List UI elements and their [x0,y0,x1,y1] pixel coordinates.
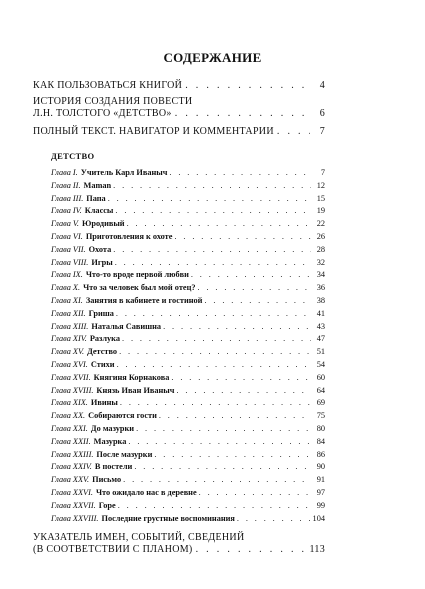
chapter-title: Классы [84,206,114,216]
chapter-label: Глава XVIII. [51,385,94,395]
chapter-entry[interactable] [51,436,325,448]
page-title: СОДЕРЖАНИЕ [163,50,262,65]
chapter-label: Глава XXIV. [51,462,92,472]
dot-leader [116,308,311,320]
chapter-title: Охота [88,244,112,254]
dot-leader [176,385,311,397]
chapter-label: Глава XIX. [51,398,88,408]
chapter-title: В постели [94,462,133,472]
chapter-entry[interactable] [51,423,325,435]
chapter-page: 15 [316,193,325,203]
chapter-title: Разлука [89,334,120,344]
chapter-page: 12 [316,180,325,190]
chapter-entry[interactable] [51,372,325,384]
chapter-entry[interactable] [51,282,325,294]
chapter-title: Князь Иван Иваныч [96,385,175,395]
chapter-page: 54 [316,360,325,369]
chapter-entry[interactable] [51,244,325,256]
dot-leader [159,410,311,422]
chapter-entry[interactable] [51,410,325,422]
chapter-title: Княгиня Корнакова [93,372,170,382]
chapter-entry[interactable] [51,359,325,371]
chapter-entry[interactable] [51,474,325,486]
chapter-page: 80 [316,424,325,433]
dot-leader [128,436,311,448]
toc-entry-page: 6 [319,108,325,119]
chapter-page: 60 [316,372,325,382]
dot-leader [191,269,311,281]
dot-leader [115,257,311,269]
chapter-title: Занятия в кабинете и гостиной [85,296,203,305]
chapter-page: 47 [316,334,325,344]
dot-leader [134,461,311,473]
chapter-page: 97 [316,488,325,497]
chapter-entry[interactable] [51,308,325,320]
chapter-page: 28 [316,244,325,254]
chapter-title: Детство [87,347,118,357]
chapter-page: 36 [316,283,325,293]
chapter-label: Глава IX. [51,270,83,280]
chapter-entry[interactable] [51,180,325,192]
chapter-entry[interactable] [51,397,325,409]
chapter-entry[interactable] [51,231,325,243]
toc-entry-title-line: ИСТОРИЯ СОЗДАНИЯ ПОВЕСТИ [33,96,193,107]
dot-leader [120,397,311,409]
chapter-label: Глава XVI. [51,360,88,369]
chapter-label: Глава XI. [51,296,83,305]
chapter-title: Игры [91,257,113,267]
chapter-label: Глава II. [51,180,81,190]
chapter-page: 38 [316,296,325,305]
dot-leader [123,474,311,486]
section-heading: ДЕТСТВО [51,151,95,161]
chapter-entry[interactable] [51,193,325,205]
chapter-label: Глава XXV. [51,475,90,485]
chapter-title: После мазурки [96,449,153,459]
dot-leader [237,513,311,525]
chapter-title: Ивины [90,398,118,408]
chapter-page: 51 [316,347,325,357]
chapter-title: Наталья Савишна [91,321,162,331]
chapter-title: Что за человек был мой отец? [83,283,196,293]
chapter-label: Глава XVII. [51,372,91,382]
chapter-label: Глава XXVI. [51,488,93,497]
chapter-page: 32 [316,257,325,267]
chapter-title: Письмо [92,475,122,485]
toc-entry-page: 7 [319,126,325,137]
dot-leader [196,544,307,556]
toc-entry[interactable] [33,96,325,120]
chapter-entry[interactable] [51,295,325,307]
chapter-entry[interactable] [51,167,325,179]
chapter-page: 91 [316,475,325,485]
chapter-title: Приготовления к охоте [85,232,173,241]
chapter-page: 22 [316,219,325,229]
chapter-page: 84 [316,436,325,446]
chapter-page: 99 [316,500,325,510]
dot-leader [127,218,311,230]
toc-entry-title-line: УКАЗАТЕЛЬ ИМЕН, СОБЫТИЙ, СВЕДЕНИЙ [33,532,245,543]
dot-leader [163,321,311,333]
chapter-label: Глава VI. [51,232,83,241]
chapter-entry[interactable] [51,449,325,461]
dot-leader [198,282,312,294]
chapter-title: Юродивый [82,219,125,229]
chapter-label: Глава I. [51,168,78,177]
toc-entry-title: ПОЛНЫЙ ТЕКСТ. НАВИГАТОР И КОММЕНТАРИИ [33,126,274,137]
chapter-title: Что-то вроде первой любви [85,270,189,280]
dot-leader [117,359,311,371]
dot-leader [113,244,311,256]
toc-entry-page: 113 [309,544,325,555]
toc-entry-title-line: Л.Н. ТОЛСТОГО «ДЕТСТВО» [33,108,172,119]
chapter-label: Глава XIII. [51,321,89,331]
chapter-entry[interactable] [51,513,325,525]
chapter-page: 104 [312,513,325,523]
toc-entry[interactable] [33,126,325,138]
dot-leader [119,346,311,358]
chapter-title: Гриша [88,308,114,318]
chapter-entry[interactable] [51,461,325,473]
dot-leader [171,372,311,384]
dot-leader [108,193,311,205]
dot-leader [185,80,310,92]
chapter-page: 64 [316,385,325,395]
chapter-page: 26 [316,232,325,241]
chapter-label: Глава XX. [51,411,86,421]
chapter-page: 90 [316,462,325,472]
chapter-page: 41 [316,308,325,318]
dot-leader [175,108,310,120]
chapter-page: 19 [316,206,325,216]
chapter-page: 7 [320,168,325,177]
dot-leader [136,423,311,435]
chapter-entry[interactable] [51,269,325,281]
chapter-title: Последние грустные воспоминания [101,513,235,523]
dot-leader [169,167,311,179]
chapter-entry[interactable] [51,500,325,512]
chapter-label: Глава XXI. [51,424,88,433]
dot-leader [277,126,310,138]
chapter-title: Учитель Карл Иваныч [80,168,168,177]
chapter-label: Глава XII. [51,308,86,318]
chapter-entry[interactable] [51,385,325,397]
dot-leader [118,500,311,512]
chapter-entry[interactable] [51,321,325,333]
dot-leader [113,180,311,192]
chapter-entry[interactable] [51,346,325,358]
chapter-title: Что ожидало нас в деревне [95,488,197,497]
chapter-label: Глава XXVII. [51,500,96,510]
chapter-label: Глава XXIII. [51,449,94,459]
toc-entry[interactable] [33,80,325,92]
dot-leader [115,205,311,217]
chapter-title: Папа [86,193,106,203]
dot-leader [199,487,311,499]
chapter-entry[interactable] [51,205,325,217]
chapter-page: 75 [316,411,325,421]
toc-entry-title-line: (В СООТВЕТСТВИИ С ПЛАНОМ) [33,544,193,555]
dot-leader [154,449,311,461]
chapter-title: До мазурки [90,424,135,433]
chapter-entry[interactable] [51,487,325,499]
toc-entry-page: 4 [319,80,325,91]
toc-entry[interactable] [33,532,325,556]
chapter-label: Глава XXII. [51,436,91,446]
chapter-page: 69 [316,398,325,408]
chapter-title: Стихи [90,360,115,369]
chapter-entry[interactable] [51,333,325,345]
chapter-entry[interactable] [51,257,325,269]
dot-leader [204,295,311,307]
chapter-page: 43 [316,321,325,331]
chapter-page: 86 [316,449,325,459]
dot-leader [122,333,311,345]
chapter-title: Мазурка [93,436,127,446]
chapter-page: 34 [316,270,325,280]
chapter-label: Глава V. [51,219,79,229]
chapter-label: Глава X. [51,283,81,293]
chapter-label: Глава VIII. [51,257,89,267]
chapter-label: Глава XIV. [51,334,87,344]
dot-leader [174,231,311,243]
chapter-label: Глава XV. [51,347,85,357]
chapter-title: Собираются гости [88,411,157,421]
chapter-label: Глава III. [51,193,84,203]
chapter-title: Горе [98,500,116,510]
chapter-label: Глава VII. [51,244,86,254]
chapter-label: Глава XXVIII. [51,513,99,523]
chapter-entry[interactable] [51,218,325,230]
chapter-title: Maman [83,180,112,190]
toc-entry-title: КАК ПОЛЬЗОВАТЬСЯ КНИГОЙ [33,80,183,91]
chapter-label: Глава IV. [51,206,82,216]
